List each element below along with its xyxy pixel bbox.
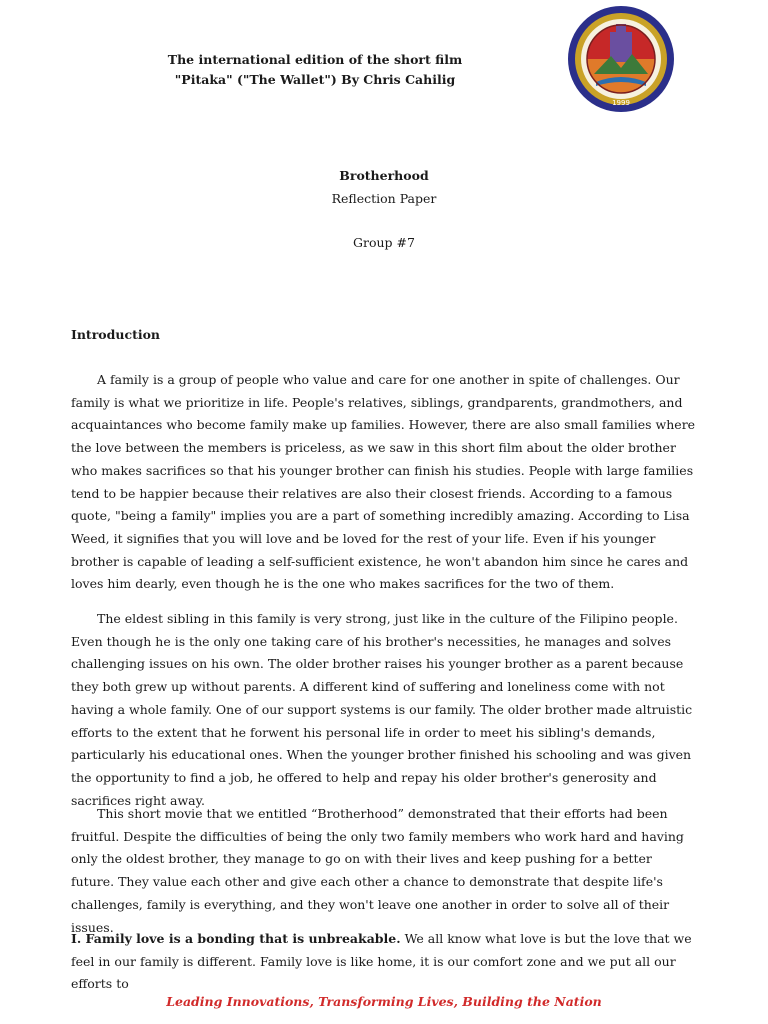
footer-tagline: Leading Innovations, Transforming Lives, Building the Nation	[166, 994, 602, 1009]
intro-paragraph-2	[71, 608, 697, 812]
header-line-1: The international edition of the short film	[167, 52, 463, 67]
document-title: Brotherhood	[339, 168, 429, 183]
group-number: Group #7	[353, 235, 415, 250]
intro-paragraph-3	[71, 803, 697, 939]
paragraph-text: This short movie that we entitled “Brotherhood” demonstrated that their efforts had been fruitful. Despite the difficulties of being the only two family members who work hard and having only the oldest brother, they manage to go on with their lives and keep pushing for a better future. They value each other and give each other a chance to demonstrate that despite life's challenges, family is everything, and they won't leave one another in order to solve all of their issues.	[71, 806, 684, 935]
document-subtitle: Reflection Paper	[331, 191, 437, 206]
intro-paragraph-1	[71, 369, 697, 596]
section-1	[71, 928, 697, 996]
header-line-2: "Pitaka" ("The Wallet") By Chris Cahilig	[174, 72, 456, 87]
section-1-paragraph	[71, 928, 697, 996]
section-1-heading: I. Family love is a bonding that is unbreakable.	[71, 931, 401, 946]
film-edition-header	[100, 50, 530, 90]
seal-year: 1999	[612, 99, 630, 107]
section-1-text: We all know what love is but the love that we feel in our family is different. Family love is like home, it is our comfort zone and we put all our efforts to	[71, 931, 692, 992]
paragraph-text: The eldest sibling in this family is very strong, just like in the culture of the Filipino people. Even though he is the only one taking care of his brother's necessities, he manages and solves challenging issues on his own. The older brother raises his younger brother as a parent because they both grew up without parents. A different kind of suffering and loneliness come with not having a whole family. One of our support systems is our family. The older brother made altruistic efforts to the extent that he forwent his personal life in order to meet his sibling's demands, particularly his educational ones. When the younger brother finished his schooling and was given the opportunity to find a job, he offered to help and repay his older brother's generosity and sacrifices right away.	[71, 611, 693, 808]
introduction-heading: Introduction	[71, 327, 161, 342]
paragraph-text: A family is a group of people who value and care for one another in spite of challenges. Our family is what we prioritize in life. People's relatives, siblings, grandparents, grandmothers, and acquaintances who become family make up families. However, there are also small families where the love between the members is priceless, as we saw in this short film about the older brother who makes sacrifices so that his younger brother can finish his studies. People with large families tend to be happier because their relatives are also their closest friends. According to a famous quote, "being a family" implies you are a part of something incredibly amazing. According to Lisa Weed, it signifies that you will love and be loved for the rest of your life. Even if his younger brother is capable of leading a self-sufficient existence, he won't abandon him since he cares and loves him dearly, even though he is the one who makes sacrifices for the two of them.	[71, 372, 696, 592]
university-seal-icon	[566, 4, 676, 114]
